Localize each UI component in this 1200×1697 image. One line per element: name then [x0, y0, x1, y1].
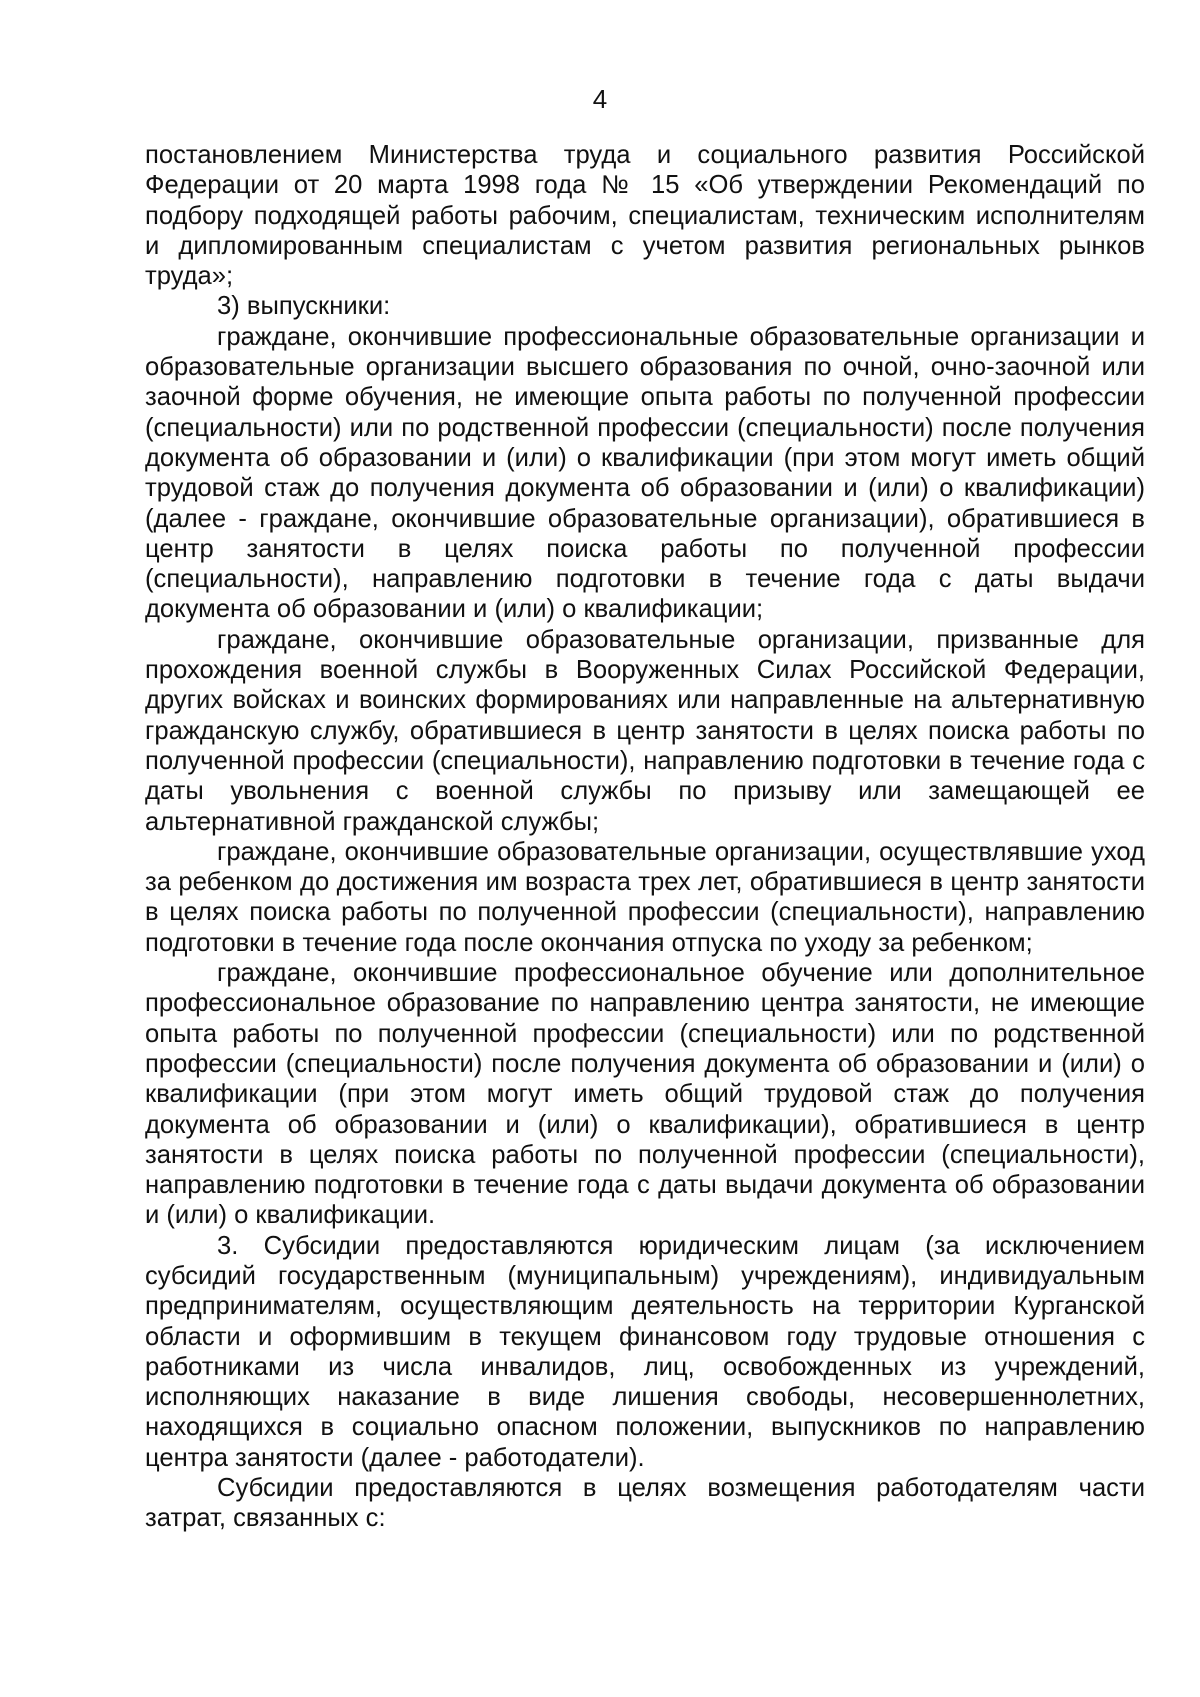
paragraph-graduates-training: граждане, окончившие профессиональное обучение или дополнительное профессиональное образование по направлению центра занятости, не имеющие опыта работы по полученной профессии (специальности) или по родственной профессии (специальности) после получения документа об образовании и (или) о квалификации (при этом могут иметь общий трудовой стаж до получения документа об образовании и (или) о квалификации), обратившиеся в центр занятости в целях поиска работы по полученной профессии (специальности), направлению подготовки в течение года с даты выдачи документа об образовании и (или) о квалификации.	[145, 959, 1145, 1230]
paragraph-graduates-heading: 3) выпускники:	[217, 292, 391, 321]
paragraph-graduates-childcare: граждане, окончившие образовательные организации, осуществлявшие уход за ребенком до достижения им возраста трех лет, обратившиеся в центр занятости в целях поиска работы по полученной профессии (специальности), направлению подготовки в течение года после окончания отпуска по уходу за ребенком;	[145, 837, 1145, 957]
paragraph-graduates-military: граждане, окончившие образовательные организации, призванные для прохождения военной службы в Вооруженных Силах Российской Федерации, других войсках и воинских формированиях или направленные на альтернативную гражданскую службу, обратившиеся в центр занятости в целях поиска работы по полученной профессии (специальности), направлению подготовки в течение года с даты увольнения с военной службы по призыву или замещающей ее альтернативной гражданской службы;	[145, 625, 1145, 836]
page-number: 4	[592, 84, 608, 114]
document-body	[145, 140, 1145, 1534]
paragraph-continuation: постановлением Министерства труда и социального развития Российской Федерации от 20 марта 1998 года № 15 «Об утверждении Рекомендаций по подбору подходящей работы рабочим, специалистам, техническим исполнителям и дипломированным специалистам с учетом развития региональных рынков труда»;	[145, 141, 1145, 291]
paragraph-subsidies-recipients: 3. Субсидии предоставляются юридическим лицам (за исключением субсидий государственным (муниципальным) учреждениям), индивидуальным предпринимателям, осуществляющим деятельность на территории Курганской области и оформившим в текущем финансовом году трудовые отношения с работниками из числа инвалидов, лиц, освобожденных из учреждений, исполняющих наказание в виде лишения свободы, несовершеннолетних, находящихся в социально опасном положении, выпускников по направлению центра занятости (далее - работодатели).	[145, 1231, 1145, 1472]
paragraph-graduates-professional: граждане, окончившие профессиональные образовательные организации и образовательные организации высшего образования по очной, очно-заочной или заочной форме обучения, не имеющие опыта работы по полученной профессии (специальности) или по родственной профессии (специальности) после получения документа об образовании и (или) о квалификации (при этом могут иметь общий трудовой стаж до получения документа об образовании и (или) о квалификации) (далее - граждане, окончившие образовательные организации), обратившиеся в центр занятости в целях поиска работы по полученной профессии (специальности), направлению подготовки в течение года с даты выдачи документа об образовании и (или) о квалификации;	[145, 322, 1145, 624]
paragraph-subsidies-purpose: Субсидии предоставляются в целях возмещения работодателям части затрат, связанных с:	[145, 1474, 1145, 1533]
